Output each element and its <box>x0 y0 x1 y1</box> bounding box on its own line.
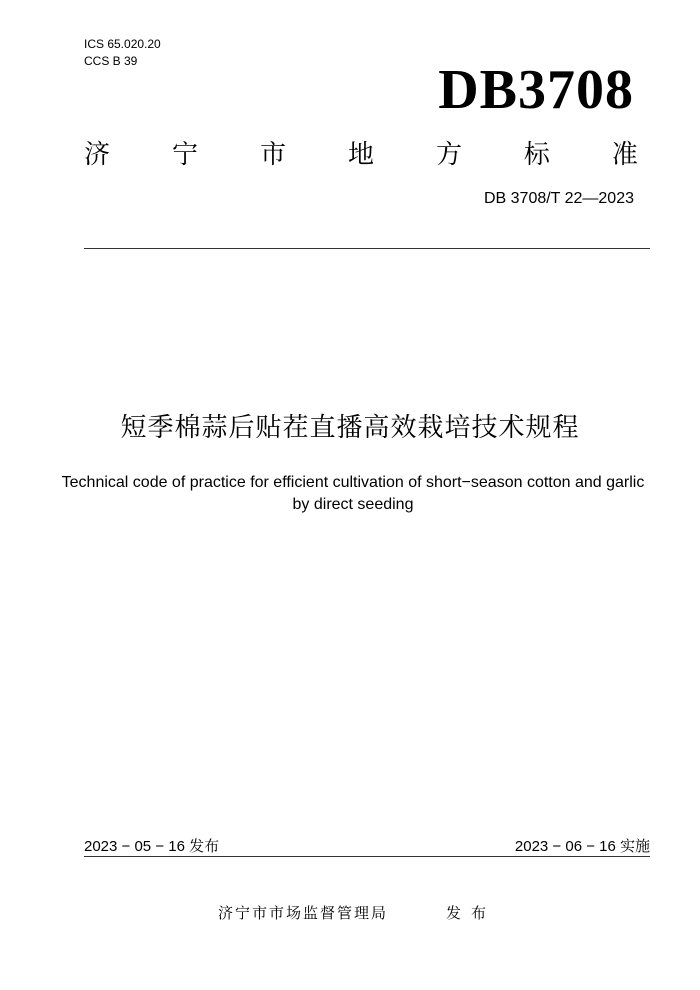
publish-date: 2023 − 05 − 16 发布 <box>84 838 220 855</box>
title-chinese: 短季棉蒜后贴茬直播高效栽培技术规程 <box>120 413 580 443</box>
date-divider <box>84 856 650 857</box>
issuer: 济宁市市场监督管理局 <box>218 904 389 922</box>
header-divider <box>84 248 650 249</box>
ics-code: ICS 65.020.20 <box>84 37 161 51</box>
standard-type-char: 标 <box>523 140 550 170</box>
standard-type-char: 济 <box>84 140 111 170</box>
implement-date: 2023 − 06 − 16 实施 <box>514 838 650 855</box>
standard-type-char: 市 <box>259 140 286 170</box>
standard-type-char: 准 <box>611 140 638 170</box>
standard-type <box>84 138 638 172</box>
standard-type-char: 方 <box>435 140 462 170</box>
db-code: DB3708 <box>438 59 634 121</box>
title-english: Technical code of practice for efficient cultivation of short−season cotton and garlic by direct seeding <box>61 474 645 513</box>
ccs-code: CCS B 39 <box>84 54 138 68</box>
standard-number: DB 3708/T 22—2023 <box>483 190 634 207</box>
issue-label: 发布 <box>446 904 497 922</box>
standard-type-char: 地 <box>347 140 374 170</box>
standard-type-char: 宁 <box>171 140 198 170</box>
